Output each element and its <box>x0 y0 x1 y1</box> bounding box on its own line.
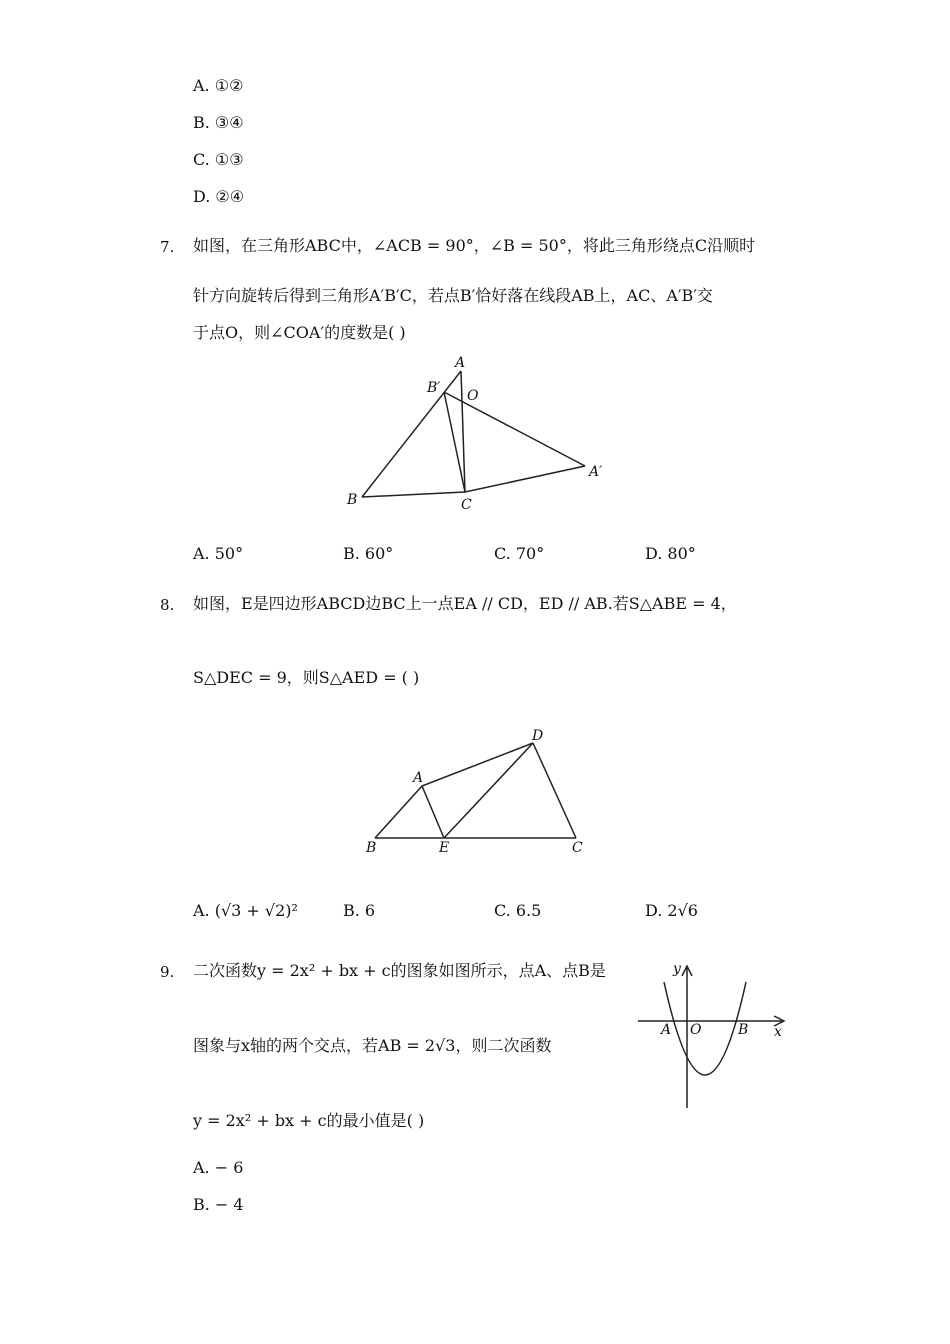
q9-label-y: y <box>673 961 681 977</box>
q9-option-b[interactable]: B. − 4 <box>193 1195 244 1214</box>
q8-label-d: D <box>532 728 544 744</box>
q7-label-a: A <box>455 355 466 371</box>
q8-option-b[interactable]: B. 6 <box>343 901 376 920</box>
q9-label-a: A <box>661 1022 672 1038</box>
q7-number: 7. <box>160 238 175 256</box>
q9-label-o: O <box>690 1022 702 1038</box>
q9-stem-line3: y = 2x² + bx + c的最小值是( ) <box>193 1111 425 1130</box>
q7-label-a-prime: A′ <box>589 464 603 480</box>
q7-label-b-prime: B′ <box>427 380 441 396</box>
q6-option-d[interactable]: D. ②④ <box>193 187 245 206</box>
q8-label-a: A <box>413 770 424 786</box>
q9-label-b: B <box>738 1022 749 1038</box>
q7-label-b: B <box>347 492 358 508</box>
q9-figure <box>630 955 795 1110</box>
q7-option-b[interactable]: B. 60° <box>343 544 394 563</box>
q8-figure <box>360 725 590 860</box>
q8-stem-line1: 如图，E是四边形ABCD边BC上一点EA // CD，ED // AB.若S△ABE = 4， <box>193 594 737 613</box>
q9-label-x: x <box>774 1024 782 1040</box>
q8-number: 8. <box>160 596 175 614</box>
q7-label-c: C <box>461 497 472 513</box>
q7-option-d[interactable]: D. 80° <box>645 544 696 563</box>
q7-stem-line3: 于点O，则∠COA′的度数是( ) <box>193 323 406 342</box>
q6-option-c[interactable]: C. ①③ <box>193 150 244 169</box>
q7-option-a[interactable]: A. 50° <box>193 544 244 563</box>
q7-stem-line1: 如图，在三角形ABC中，∠ACB = 90°，∠B = 50°，将此三角形绕点C沿顺时 <box>193 236 756 255</box>
q9-option-a[interactable]: A. − 6 <box>193 1158 244 1177</box>
q9-stem-line2: 图象与x轴的两个交点，若AB = 2√3，则二次函数 <box>193 1036 552 1055</box>
q8-label-c: C <box>572 840 583 856</box>
q9-axes <box>638 966 784 1108</box>
q9-stem-line1: 二次函数y = 2x² + bx + c的图象如图所示，点A、点B是 <box>193 961 606 980</box>
q7-figure <box>340 350 620 515</box>
q7-label-o: O <box>467 388 479 404</box>
q9-parabola <box>664 982 749 1075</box>
q8-option-a[interactable]: A. (√3 + √2)² <box>193 901 298 920</box>
q8-label-b: B <box>366 840 377 856</box>
q8-option-c[interactable]: C. 6.5 <box>494 901 542 920</box>
q8-stem-line2: S△DEC = 9，则S△AED = ( ) <box>193 668 420 687</box>
q6-option-b[interactable]: B. ③④ <box>193 113 244 132</box>
q8-label-e: E <box>439 840 450 856</box>
q7-option-c[interactable]: C. 70° <box>494 544 545 563</box>
q8-figure-lines <box>375 743 576 838</box>
q7-stem-line2: 针方向旋转后得到三角形A′B′C，若点B′恰好落在线段AB上，AC、A′B′交 <box>193 286 713 305</box>
q8-option-d[interactable]: D. 2√6 <box>645 901 698 920</box>
q6-option-a[interactable]: A. ①② <box>193 76 244 95</box>
q9-number: 9. <box>160 963 175 981</box>
